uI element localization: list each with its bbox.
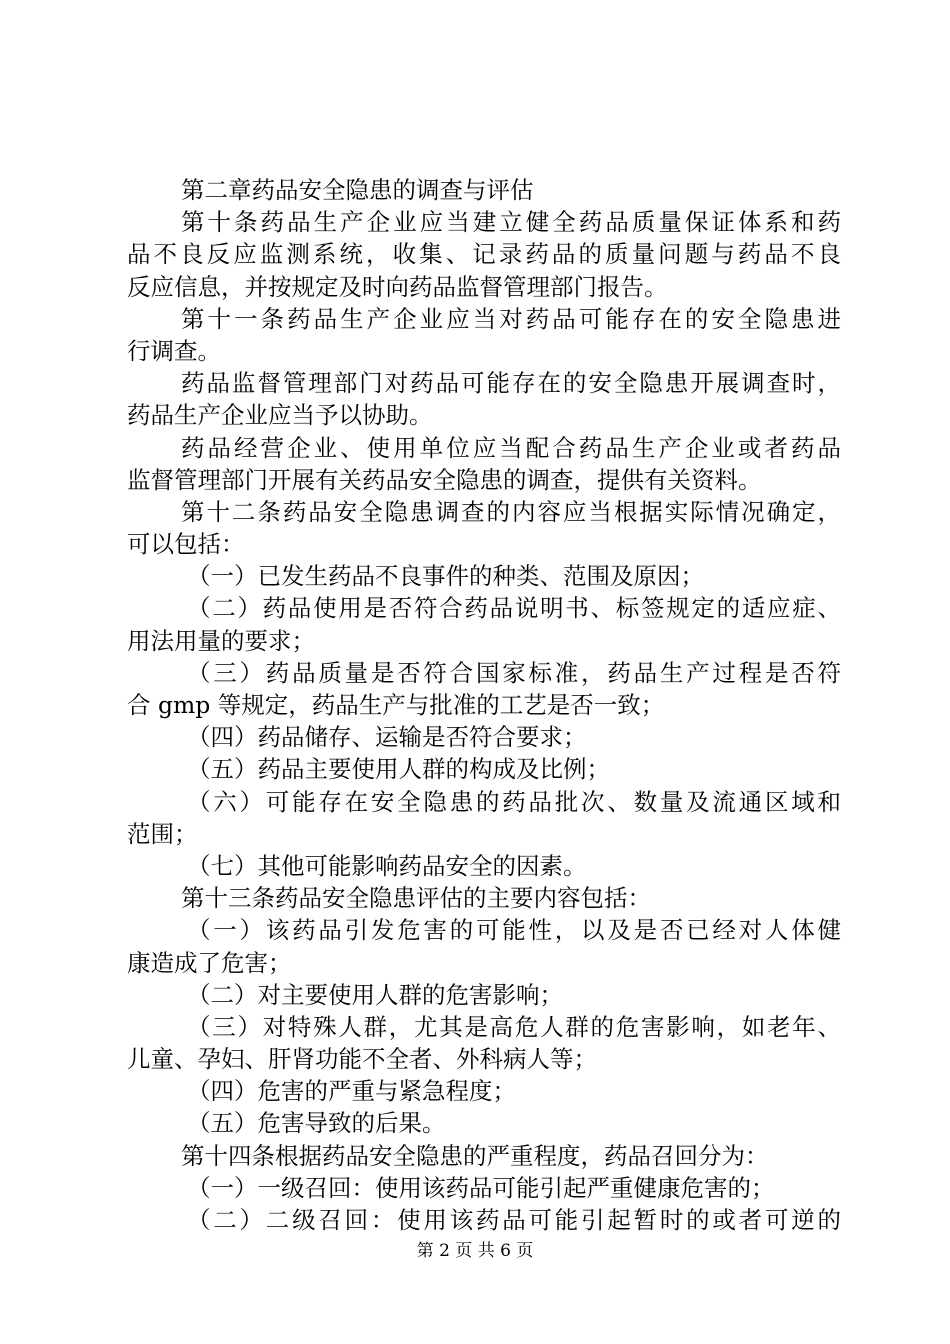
text-line: 合 gmp 等规定，药品生产与批准的工艺是否一致； [127,691,665,719]
text-line: 康造成了危害； [127,948,292,977]
text-line: 第十三条药品安全隐患评估的主要内容包括： [181,884,651,913]
text-line: （一）一级召回：使用该药品可能引起严重健康危害的； [187,1173,775,1202]
text-line: 第十条药品生产企业应当建立健全药品质量保证体系和药 [181,208,841,237]
text-line: （一）该药品引发危害的可能性，以及是否已经对人体健 [187,916,841,945]
text-line: （二）药品使用是否符合药品说明书、标签规定的适应症、 [187,594,841,623]
text-line: 用法用量的要求； [127,626,315,655]
page-footer: 第 2 页 共 6 页 [416,1241,534,1261]
text-line: 第十四条根据药品安全隐患的严重程度，药品召回分为： [181,1141,769,1170]
body-text [127,174,841,1236]
text-line: 监督管理部门开展有关药品安全隐患的调查，提供有关资料。 [127,465,762,494]
text-line: （七）其他可能影响药品安全的因素。 [187,851,587,880]
text-line: （三）药品质量是否符合国家标准，药品生产过程是否符 [187,658,841,687]
text-line: （一）已发生药品不良事件的种类、范围及原因； [187,562,704,591]
text-line: 反应信息，并按规定及时向药品监督管理部门报告。 [127,272,668,301]
text-line: 可以包括： [127,530,245,559]
text-line: 药品经营企业、使用单位应当配合药品生产企业或者药品 [181,433,841,462]
text-line: （三）对特殊人群，尤其是高危人群的危害影响，如老年、 [187,1012,841,1041]
text-line: （二）对主要使用人群的危害影响； [187,980,563,1009]
text-line: 第十二条药品安全隐患调查的内容应当根据实际情况确定， [181,497,841,526]
text-line: 药品生产企业应当予以协助。 [127,401,433,430]
text-line: 药品监督管理部门对药品可能存在的安全隐患开展调查时， [181,369,841,398]
text-line: （六）可能存在安全隐患的药品批次、数量及流通区域和 [187,787,841,816]
text-line: 第二章药品安全隐患的调查与评估 [181,176,534,204]
text-line: 第十一条药品生产企业应当对药品可能存在的安全隐患进 [181,304,841,333]
text-line: 范围； [127,819,198,848]
text-line: （四）药品储存、运输是否符合要求； [187,723,587,752]
text-line: （二）二级召回：使用该药品可能引起暂时的或者可逆的 [187,1206,841,1234]
text-line: 儿童、孕妇、肝肾功能不全者、外科病人等； [127,1045,597,1074]
text-line: 行调查。 [127,336,221,365]
text-line: （五）危害导致的后果。 [187,1109,446,1138]
text-line: （四）危害的严重与紧急程度； [187,1077,516,1106]
text-line: （五）药品主要使用人群的构成及比例； [187,755,610,784]
text-line: 品不良反应监测系统，收集、记录药品的质量问题与药品不良 [127,240,841,269]
